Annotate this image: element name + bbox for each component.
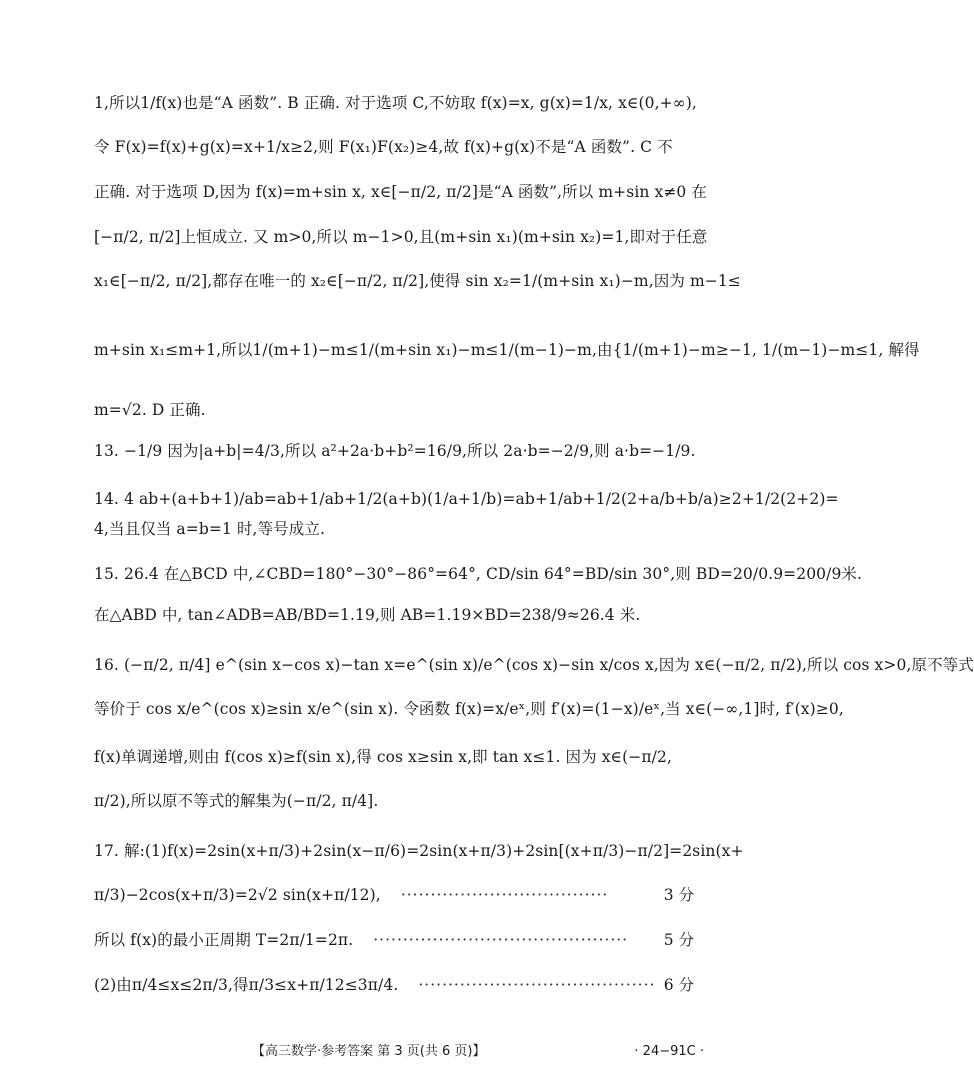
text-line: [−π/2, π/2]上恒成立. 又 m>0,所以 m−1>0,且(m+sin x₁)(m+sin x₂)=1,即对于任意 (94, 228, 708, 246)
text-line: m+sin x₁≤m+1,所以1/(m+1)−m≤1/(m+sin x₁)−m≤1/(m−1)−m,由{1/(m+1)−m≥−1, 1/(m−1)−m≤1, 解得 (94, 341, 920, 359)
text-line: 1,所以1/f(x)也是“A 函数”. B 正确. 对于选项 C,不妨取 f(x)=x, g(x)=1/x, x∈(0,+∞), (94, 94, 697, 112)
score-mark: 6 分 (663, 976, 694, 994)
text-line: f(x)单调递增,则由 f(cos x)≥f(sin x),得 cos x≥sin x,即 tan x≤1. 因为 x∈(−π/2, (94, 748, 672, 766)
footer-code: · 24−91C · (634, 1044, 704, 1059)
dot-leader: ··································· (400, 886, 609, 904)
footer-title: 【高三数学·参考答案 第 3 页(共 6 页)】 (252, 1044, 486, 1059)
text-line: 等价于 cos x/e^(cos x)≥sin x/e^(sin x). 令函数 f(x)=x/eˣ,则 f′(x)=(1−x)/eˣ,当 x∈(−∞,1]时, f′(x)≥0, (94, 700, 844, 718)
text-line: m=√2. D 正确. (94, 401, 206, 419)
text-line: π/3)−2cos(x+π/3)=2√2 sin(x+π/12), ··································· (94, 886, 609, 904)
text-line: 正确. 对于选项 D,因为 f(x)=m+sin x, x∈[−π/2, π/2]是“A 函数”,所以 m+sin x≠0 在 (94, 183, 708, 201)
dot-leader: ··········································· (373, 931, 629, 949)
answer-13: 13. −1/9 因为|a+b|=4/3,所以 a²+2a·b+b²=16/9,所以 2a·b=−2/9,则 a·b=−1/9. (94, 442, 696, 460)
dot-leader: ········································ (418, 976, 656, 994)
text-line: 在△ABD 中, tan∠ADB=AB/BD=1.19,则 AB=1.19×BD=238/9≈26.4 米. (94, 606, 641, 624)
text-line: (2)由π/4≤x≤2π/3,得π/3≤x+π/12≤3π/4. ········································ (94, 974, 564, 996)
answer-17: 17. 解:(1)f(x)=2sin(x+π/3)+2sin(x−π/6)=2sin(x+π/3)+2sin[(x+π/3)−π/2]=2sin(x+ (94, 842, 744, 860)
text-line: x₁∈[−π/2, π/2],都存在唯一的 x₂∈[−π/2, π/2],使得 sin x₂=1/(m+sin x₁)−m,因为 m−1≤ (94, 272, 741, 290)
score-mark: 5 分 (663, 931, 694, 949)
answer-14: 14. 4 ab+(a+b+1)/ab=ab+1/ab+1/2(a+b)(1/a+1/b)=ab+1/ab+1/2(2+a/b+b/a)≥2+1/2(2+2)= (94, 490, 839, 508)
text-line: 4,当且仅当 a=b=1 时,等号成立. (94, 520, 325, 538)
text-line: π/2),所以原不等式的解集为(−π/2, π/4]. (94, 792, 379, 810)
text-line: 令 F(x)=f(x)+g(x)=x+1/x≥2,则 F(x₁)F(x₂)≥4,故 f(x)+g(x)不是“A 函数”. C 不 (94, 138, 673, 156)
answer-15: 15. 26.4 在△BCD 中,∠CBD=180°−30°−86°=64°, CD/sin 64°=BD/sin 30°,则 BD=20/0.9=200/9米. (94, 565, 863, 583)
score-mark: 3 分 (663, 886, 694, 904)
text-line: 所以 f(x)的最小正周期 T=2π/1=2π. ··········································· (94, 929, 564, 951)
page-footer (0, 1040, 764, 1064)
answer-16: 16. (−π/2, π/4] e^(sin x−cos x)−tan x=e^(sin x)/e^(cos x)−sin x/cos x,因为 x∈(−π/2, π/2),所以 cos x>0,原不等式 (94, 656, 974, 674)
